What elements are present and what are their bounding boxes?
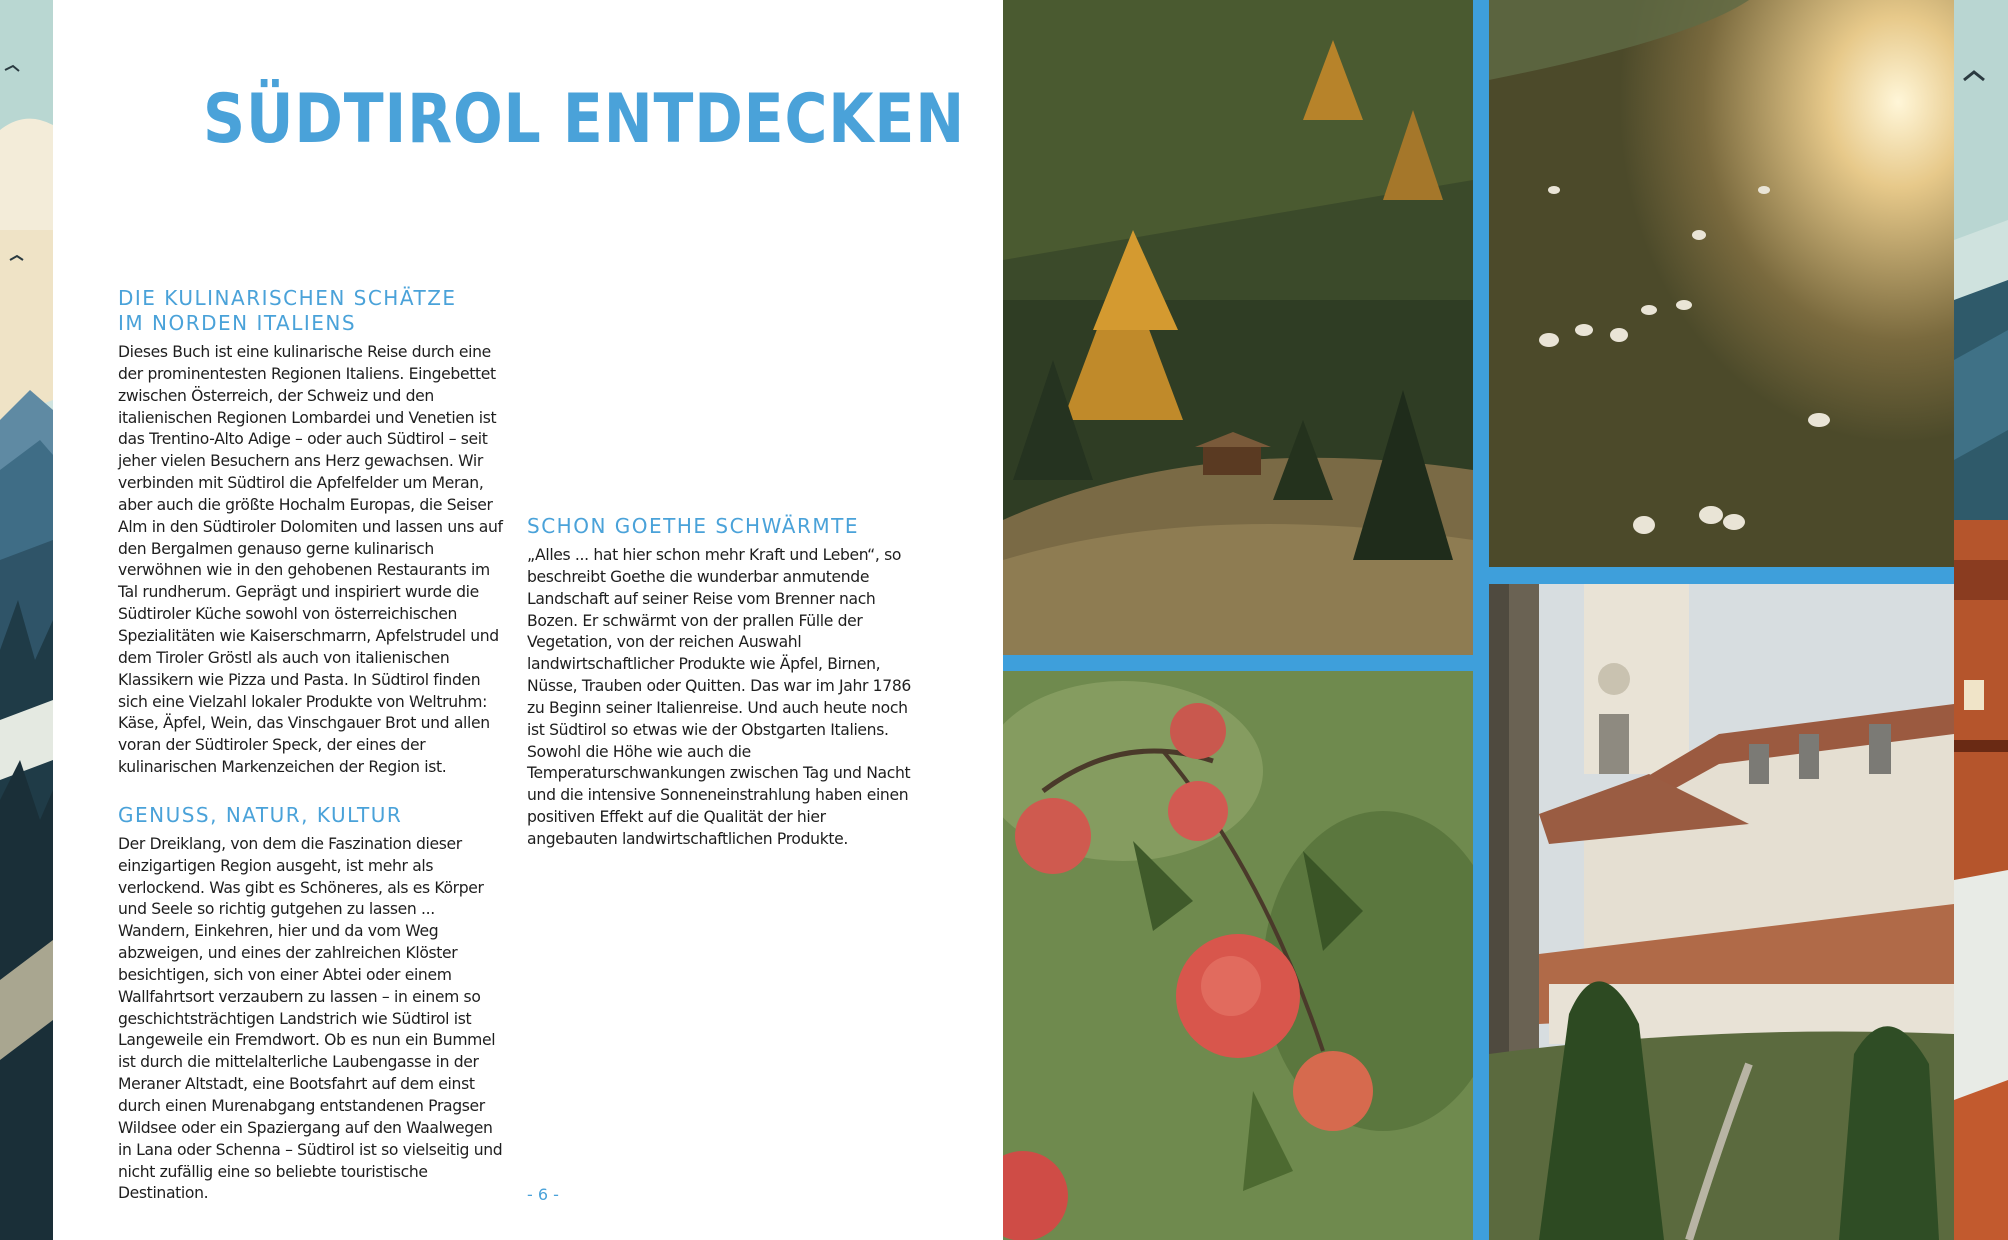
village-illustration: [1954, 0, 2008, 1240]
text-page: [53, 0, 1003, 1240]
paragraph-culinary: Dieses Buch ist eine kulinarische Reise durch eine der prominentesten Regionen Italiens. Eingebettet zwischen Österreich, der Schweiz und den italienischen Regionen Lombardei und Venetien ist das Trentino-Alto Adige – oder auch Südtirol – seit jeher vielen Besuchern ans Herz gewachsen. Wir verbinden mit Südtirol die Apfelfelder um Meran, aber auch die größte Hochalm Europas, die Seiser Alm in den Südtiroler Dolomiten und lassen uns auf den Bergalmen genauso gerne kulinarisch verwöhnen wie in den gehobenen Restaurants im Tal rundherum. Geprägt und inspiriert wurde die Südtiroler Küche sowohl von österreichischen Spezialitäten wie Kaiserschmarrn, Apfelstrudel und dem Tiroler Gröstl als auch von italienischen Klassikern wie Pizza und Pasta. In Südtirol finden sich eine Vielzahl lokaler Produkte von Weltruhm: Käse, Äpfel, Wein, das Vinschgauer Brot und allen voran der Südtiroler Speck, der eines der kulinarischen Markenzeichen der Region ist.: [118, 343, 503, 777]
section-heading-nature: GENUSS, NATUR, KULTUR: [118, 802, 403, 827]
apple-tree-photo: [1003, 671, 1473, 1240]
sheep-meadow-photo: [1489, 0, 1954, 567]
paragraph-nature: Der Dreiklang, von dem die Faszination dieser einzigartigen Region ausgeht, ist mehr als verlockend. Was gibt es Schöneres, als es Körper und Seele so richtig gutgehen zu lassen ... Wandern, Einkehren, hier und da vom Weg abzweigen, und eines der zahlreichen Klöster besichtigen, sich von einer Abtei oder einem Wallfahrtsort verzaubern zu lassen – in einem so geschichtsträchtigen Landstrich wie Südtirol ist Langeweile ein Fremdwort. Ob es nun ein Bummel ist durch die mittelalterliche Laubengasse in der Meraner Altstadt, eine Bootsfahrt auf dem einst durch einen Murenabgang entstandenen Pragser Wildsee oder ein Spaziergang auf den Waalwegen in Lana oder Schenna – Südtirol ist so vielseitig und nicht zufällig eine so beliebte touristische Destination.: [118, 834, 503, 1203]
right-illustration-strip: [1954, 0, 2008, 1240]
page-title: SÜDTIROL ENTDECKEN: [203, 80, 966, 159]
page-number: - 6 -: [527, 1185, 559, 1204]
mountain-illustration: [0, 0, 53, 1240]
forest-hut-photo: [1003, 0, 1473, 655]
section-heading-line: IM NORDEN ITALIENS: [118, 311, 357, 335]
section-heading-goethe: SCHON GOETHE SCHWÄRMTE: [527, 514, 859, 538]
text-column-left: [118, 286, 510, 1219]
apples-image: [1003, 671, 1473, 1240]
photo-collage: [1003, 0, 1954, 1240]
section-heading-culinary: [118, 286, 510, 336]
meadow-image: [1489, 0, 1954, 567]
abbey-cloister-photo: [1489, 584, 1954, 1240]
abbey-image: [1489, 584, 1954, 1240]
forest-image: [1003, 0, 1473, 655]
section-heading-line: DIE KULINARISCHEN SCHÄTZE: [118, 286, 457, 310]
paragraph-goethe: „Alles ... hat hier schon mehr Kraft und Leben“, so beschreibt Goethe die wunderbar anmutende Landschaft auf seiner Reise vom Brenner nach Bozen. Er schwärmt von der prallen Fülle der Vegetation, von der reichen Auswahl landwirtschaftlicher Produkte wie Äpfel, Birnen, Nüsse, Trauben oder Quitten. Das war im Jahr 1786 zu Beginn seiner Italienreise. Und auch heute noch ist Südtirol so etwas wie der Obstgarten Italiens. Sowohl die Höhe wie auch die Temperaturschwankungen zwischen Tag und Nacht und die intensive Sonneneinstrahlung haben einen positiven Effekt auf die Qualität der hier angebauten landwirtschaftlichen Produkte.: [527, 546, 911, 848]
left-illustration-strip: [0, 0, 53, 1240]
text-column-right: [527, 282, 919, 865]
